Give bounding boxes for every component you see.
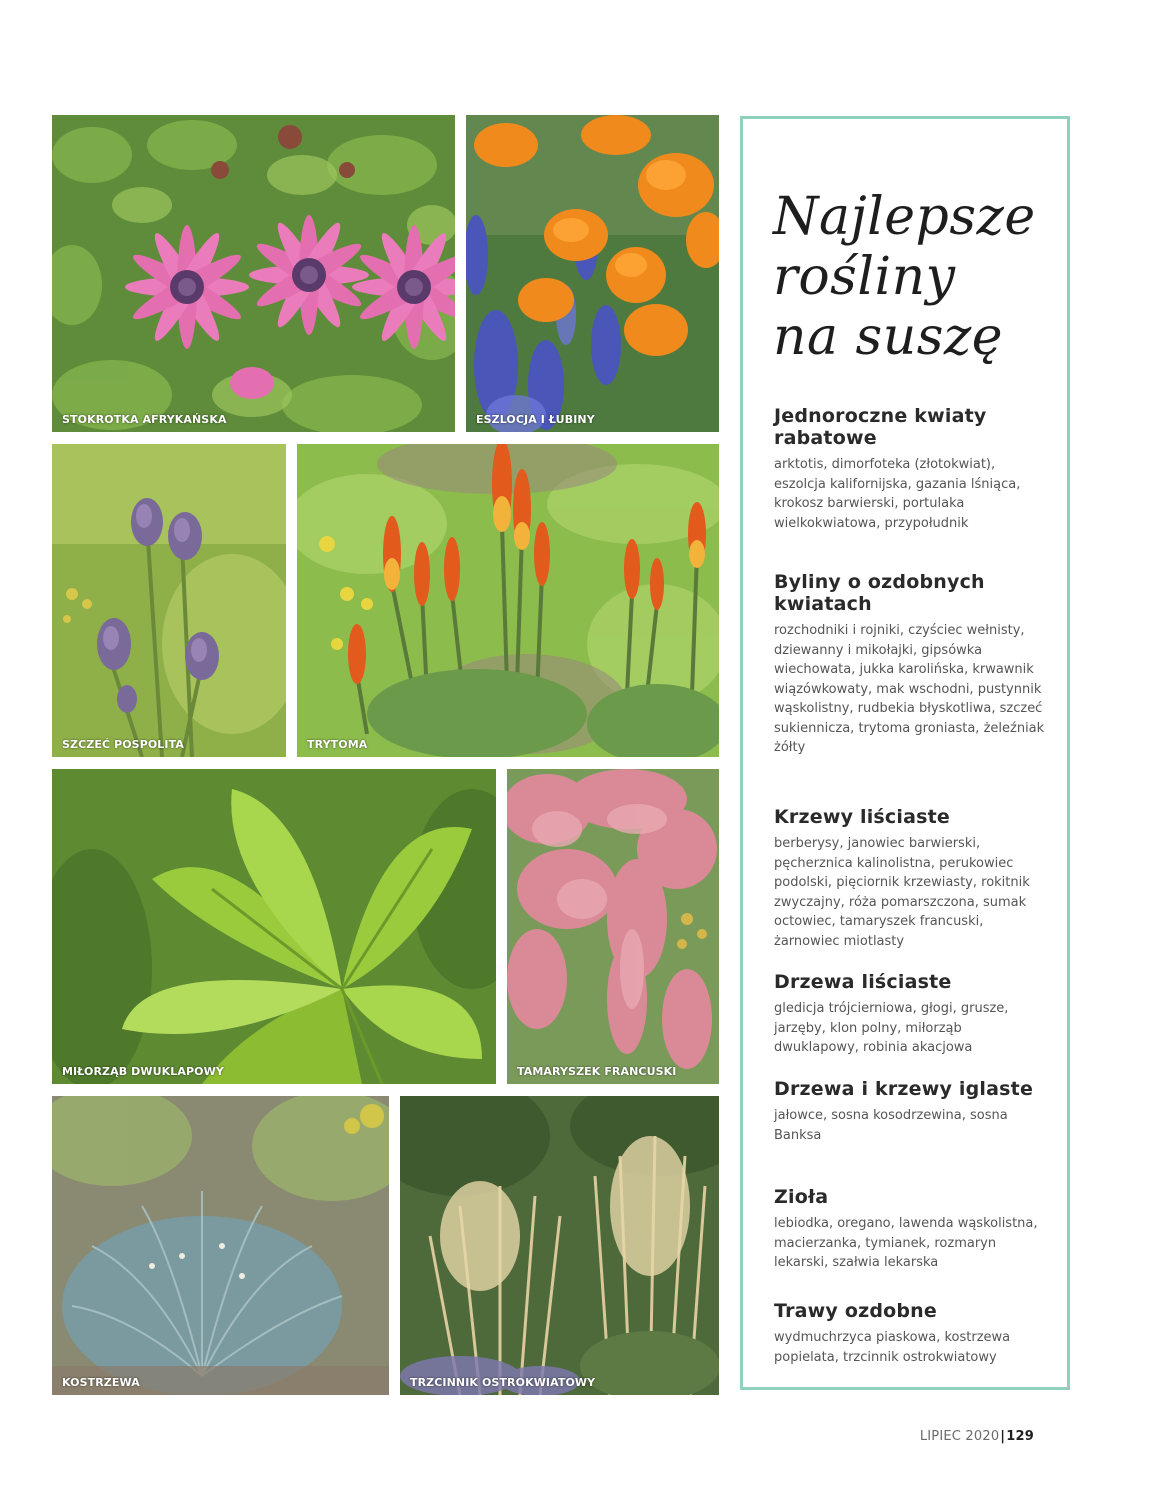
photo-feather-reed-grass — [400, 1096, 719, 1395]
section-conifers — [774, 1078, 1049, 1145]
photo-ginkgo — [52, 769, 496, 1084]
photo-red-hot-poker — [297, 444, 719, 757]
section-annual-flowers — [774, 405, 1049, 533]
section-deciduous-trees — [774, 971, 1049, 1058]
section-text: gledicja trójcierniowa, głogi, grusze, jarzęby, klon polny, miłorząb dwuklapowy, robinia akacjowa — [774, 1001, 1009, 1055]
sidebar-headline — [773, 187, 1063, 367]
section-title: Jednoroczne kwiaty rabatowe — [774, 405, 987, 449]
section-deciduous-shrubs — [774, 806, 1049, 951]
section-text: wydmuchrzyca piaskowa, kostrzewa popielata, trzcinnik ostrokwiatowy — [774, 1330, 1011, 1365]
section-text: arktotis, dimorfoteka (złotokwiat), eszolcja kalifornijska, gazania lśniąca, krokosz barwierski, portulaka wielkokwiatowa, przypołudnik — [774, 457, 1021, 531]
photo-caption: TRYTOMA — [307, 738, 368, 751]
section-text: rozchodniki i rojniki, czyściec wełnisty, dziewanny i mikołajki, gipsówka wiechowata, jukka karolińska, krwawnik wiązówkowaty, mak wschodni, pustynnik wąskolistny, rudbekia błyskotliwa, szczeć sukiennicza, trytoma groniasta, żeleźniak żółty — [774, 623, 1045, 755]
page-number: 129 — [1006, 1429, 1034, 1444]
section-perennials — [774, 571, 1049, 758]
photo-caption: STOKROTKA AFRYKAŃSKA — [62, 413, 227, 426]
section-title: Byliny o ozdobnych kwiatach — [774, 571, 985, 615]
section-title: Krzewy liściaste — [774, 806, 950, 828]
photo-caption: TRZCINNIK OSTROKWIATOWY — [410, 1376, 596, 1389]
section-title: Drzewa liściaste — [774, 971, 952, 993]
headline-line-1: Najlepsze — [773, 187, 1036, 247]
headline-line-3: na suszę — [773, 307, 1004, 367]
photo-caption: SZCZEĆ POSPOLITA — [62, 738, 184, 751]
section-text: berberysy, janowiec barwierski, pęcherznica kalinolistna, perukowiec podolski, pięciornik krzewiasty, rokitnik zwyczajny, róża pomarszczona, sumak octowiec, tamaryszek francuski, żarnowiec miotlasty — [774, 836, 1030, 949]
section-text: jałowce, sosna kosodrzewina, sosna Banksa — [774, 1108, 1008, 1143]
photo-tamarisk — [507, 769, 719, 1084]
ginkgo-image — [52, 769, 496, 1084]
photo-teasel — [52, 444, 286, 757]
photo-poppies-lupines — [466, 115, 719, 432]
photo-caption: MIŁORZĄB DWUKLAPOWY — [62, 1065, 224, 1078]
photo-african-daisy — [52, 115, 455, 432]
section-herbs — [774, 1186, 1049, 1273]
folio-issue: LIPIEC 2020 — [919, 1429, 1000, 1444]
african-daisy-image — [52, 115, 455, 432]
red-hot-poker-image — [297, 444, 719, 757]
photo-caption: TAMARYSZEK FRANCUSKI — [517, 1065, 677, 1078]
headline-line-2: rośliny — [773, 247, 956, 307]
section-title: Trawy ozdobne — [774, 1300, 937, 1322]
section-title: Drzewa i krzewy iglaste — [774, 1078, 1034, 1100]
poppies-lupines-image — [466, 115, 719, 432]
plant-list-sidebar — [740, 116, 1070, 1390]
section-title: Zioła — [774, 1186, 829, 1208]
section-text: lebiodka, oregano, lawenda wąskolistna, macierzanka, tymianek, rozmaryn lekarski, szałwia lekarska — [774, 1216, 1038, 1270]
folio-separator: | — [1000, 1429, 1006, 1444]
teasel-image — [52, 444, 286, 757]
photo-fescue — [52, 1096, 389, 1395]
tamarisk-image — [507, 769, 719, 1084]
photo-caption: ESZLOCJA I ŁUBINY — [476, 413, 595, 426]
fescue-image — [52, 1096, 389, 1395]
feather-reed-grass-image — [400, 1096, 719, 1395]
section-ornamental-grasses — [774, 1300, 1049, 1367]
photo-caption: KOSTRZEWA — [62, 1376, 140, 1389]
page-folio — [920, 1429, 1034, 1444]
